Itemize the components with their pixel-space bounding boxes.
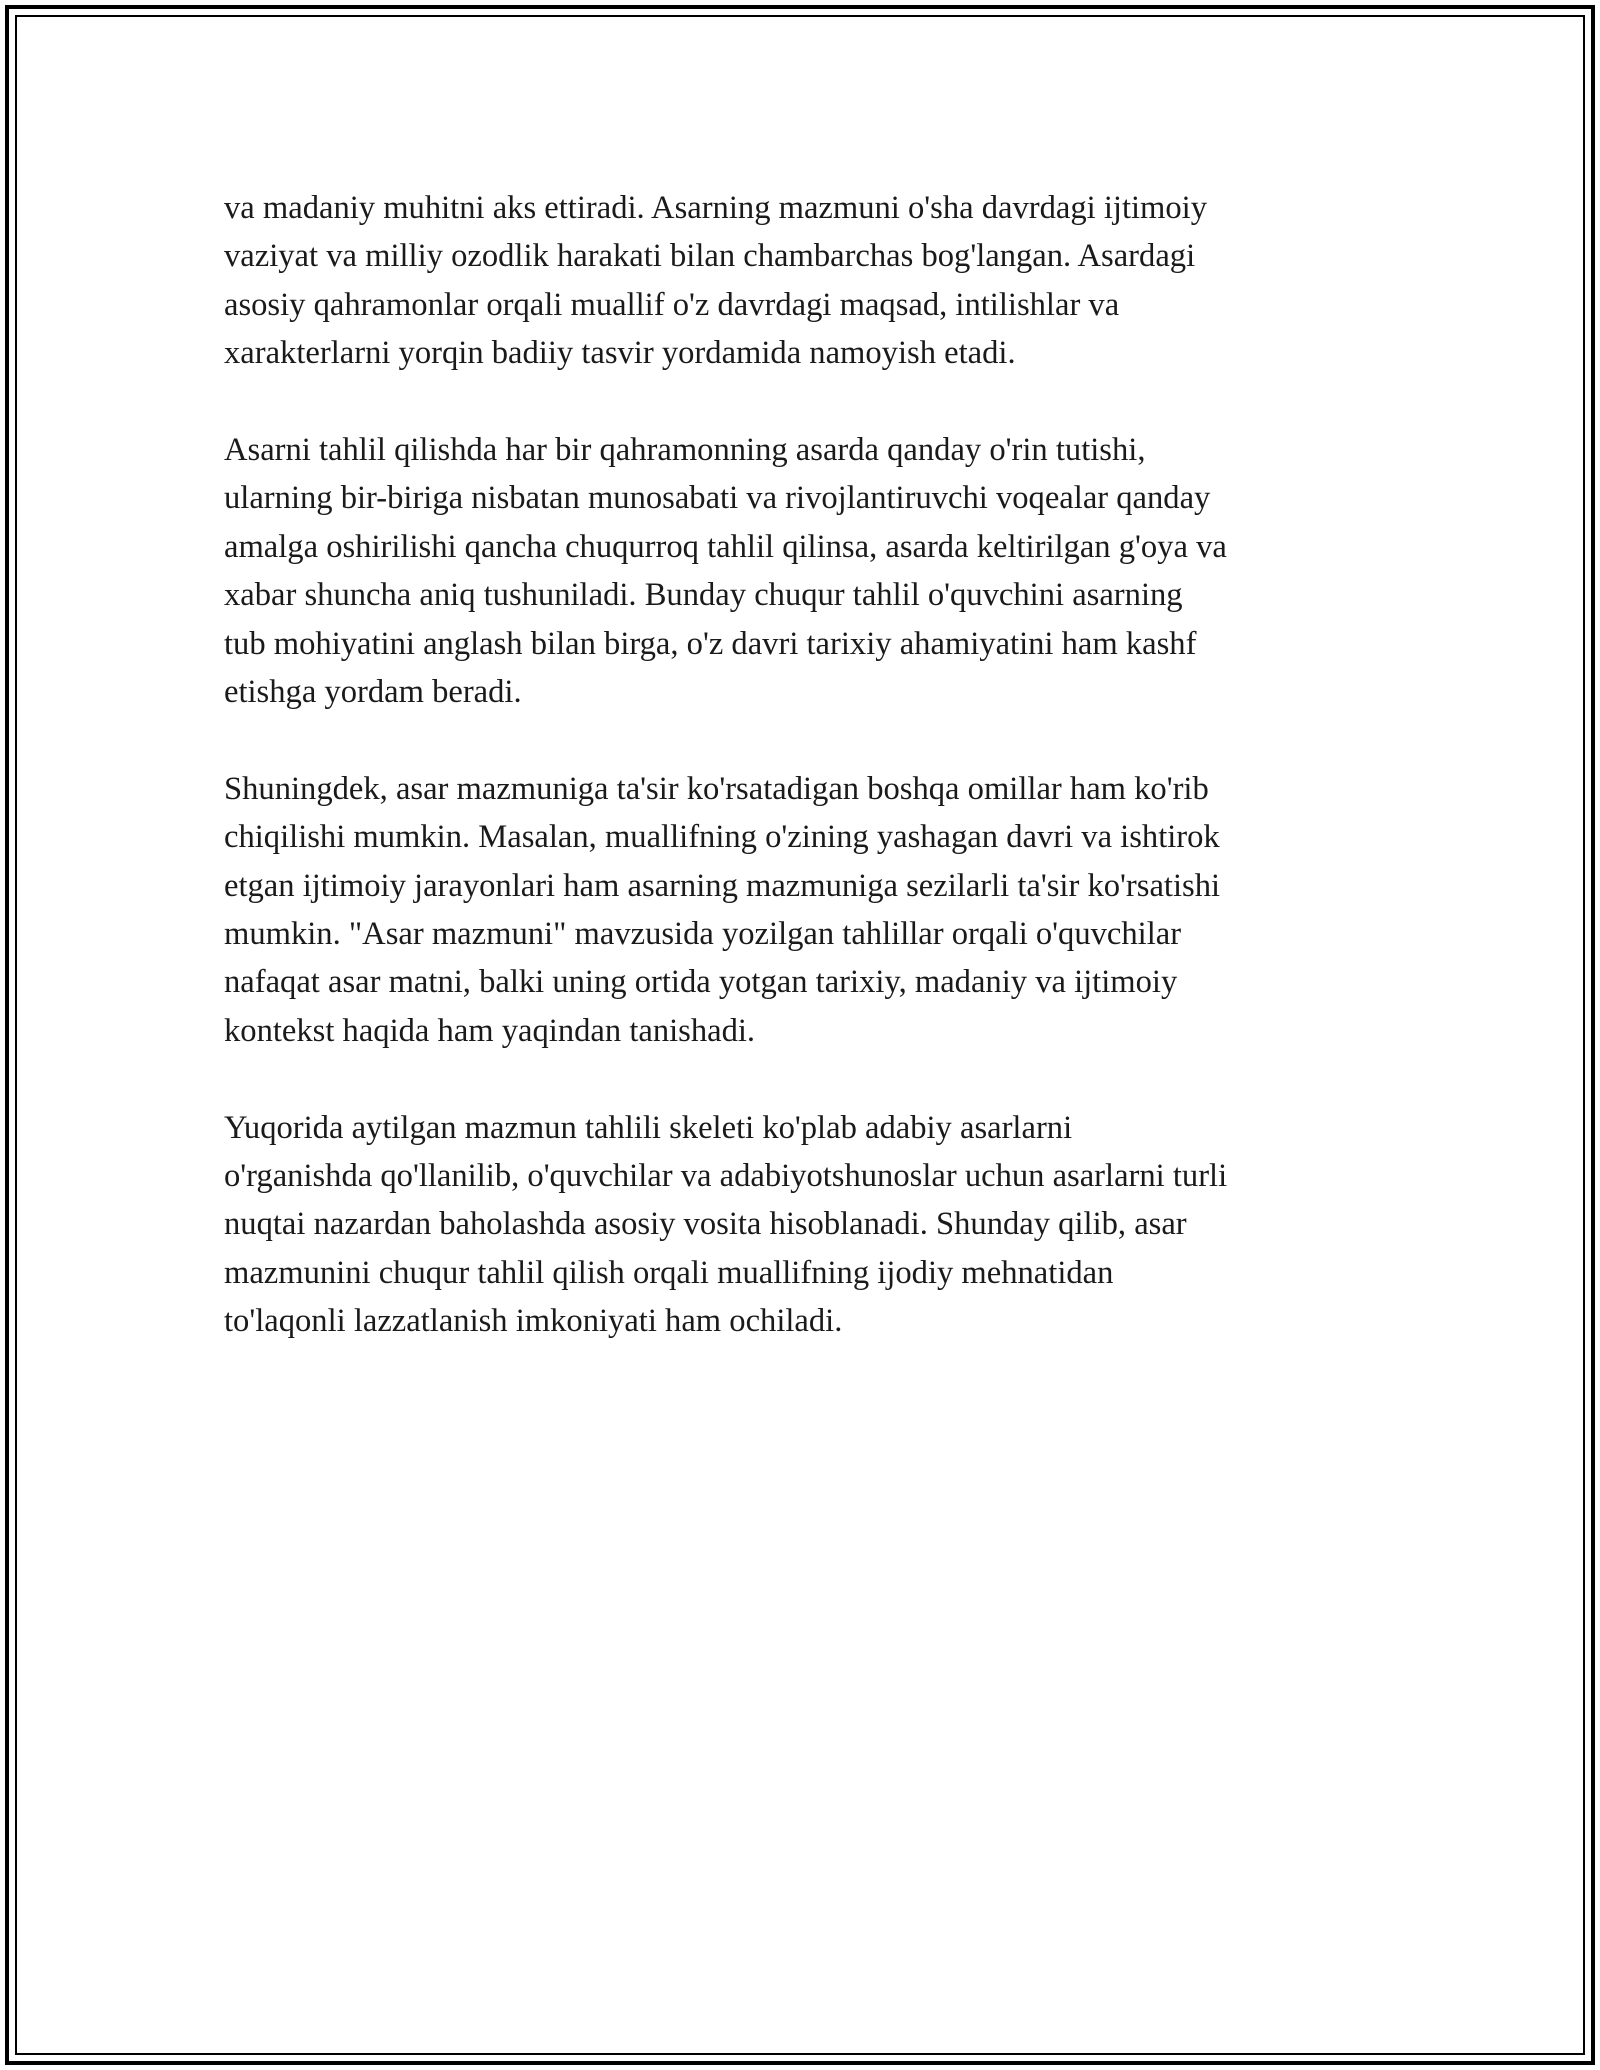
text-line: xabar shuncha aniq tushuniladi. Bunday chuqur tahlil o'quvchini asarning	[224, 577, 1183, 614]
text-line: va madaniy muhitni aks ettiradi. Asarning mazmuni o'sha davrdagi ijtimoiy	[224, 190, 1208, 226]
text-line: nuqtai nazardan baholashda asosiy vosita hisoblanadi. Shunday qilib, asar	[224, 1206, 1187, 1243]
text-line: mumkin. "Asar mazmuni" mavzusida yozilgan tahlillar orqali o'quvchilar	[224, 916, 1182, 953]
text-line: Yuqorida aytilgan mazmun tahlili skeleti ko'plab adabiy asarlarni	[224, 1109, 1073, 1146]
text-line: to'laqonli lazzatlanish imkoniyati ham ochiladi.	[224, 1303, 843, 1340]
text-line: vaziyat va milliy ozodlik harakati bilan chambarchas bog'langan. Asardagi	[224, 238, 1196, 275]
text-line: mazmunini chuqur tahlil qilish orqali muallifning ijodiy mehnatidan	[224, 1254, 1114, 1291]
text-line: nafaqat asar matni, balki uning ortida yotgan tarixiy, madaniy va ijtimoiy	[224, 964, 1178, 1001]
paragraph-4	[224, 1104, 1384, 1346]
text-line: xarakterlarni yorqin badiiy tasvir yordamida namoyish etadi.	[224, 335, 1016, 372]
text-line: Asarni tahlil qilishda har bir qahramonning asarda qanday o'rin tutishi,	[224, 432, 1146, 469]
paragraph-2	[224, 426, 1384, 716]
text-line: o'rganishda qo'llanilib, o'quvchilar va adabiyotshunoslar uchun asarlarni turli	[224, 1158, 1228, 1195]
text-line: Shuningdek, asar mazmuniga ta'sir ko'rsatadigan boshqa omillar ham ko'rib	[224, 770, 1209, 807]
document-body	[224, 184, 1384, 1394]
text-line: kontekst haqida ham yaqindan tanishadi.	[224, 1012, 756, 1049]
text-line: ularning bir-biriga nisbatan munosabati va rivojlantiruvchi voqealar qanday	[224, 480, 1211, 517]
text-line: etishga yordam beradi.	[224, 674, 522, 711]
paragraph-1	[224, 184, 1384, 378]
text-line: chiqilishi mumkin. Masalan, muallifning o'zining yashagan davri va ishtirok	[224, 819, 1220, 856]
text-line: etgan ijtimoiy jarayonlari ham asarning mazmuniga sezilarli ta'sir ko'rsatishi	[224, 867, 1221, 904]
text-line: asosiy qahramonlar orqali muallif o'z davrdagi maqsad, intilishlar va	[224, 286, 1120, 323]
text-line: amalga oshirilishi qancha chuqurroq tahlil qilinsa, asarda keltirilgan g'oya va	[224, 528, 1227, 565]
text-line: tub mohiyatini anglash bilan birga, o'z davri tarixiy ahamiyatini ham kashf	[224, 625, 1197, 662]
paragraph-3	[224, 765, 1384, 1055]
